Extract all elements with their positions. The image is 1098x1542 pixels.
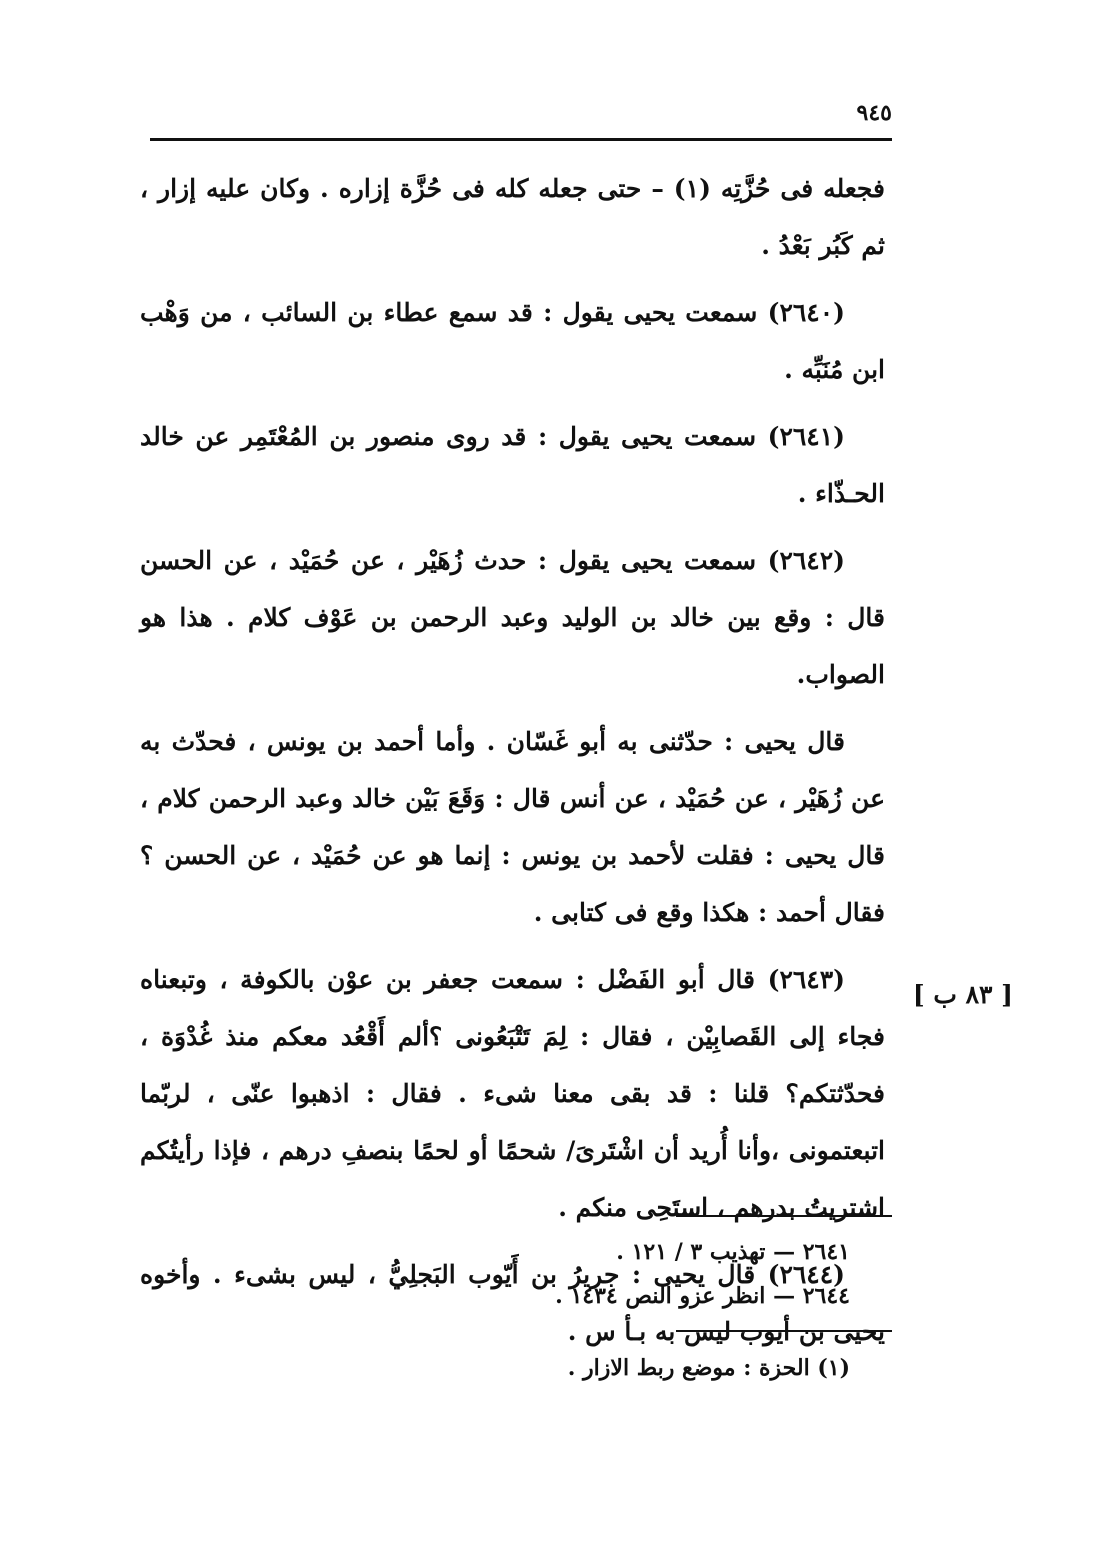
paragraph-continuation: فجعله فى حُزَّتِه (١) – حتى جعله كله فى حُزَّة إزاره . وكان عليه إزار ، ثم كَبُر بَعْدُ .	[140, 174, 885, 260]
header-rule	[150, 138, 892, 141]
paragraph-2640: (٢٦٤٠) سمعت يحيى يقول : قد سمع عطاء بن السائب ، من وَهْب ابن مُنَبِّه .	[140, 298, 885, 384]
references-rule	[676, 1215, 892, 1217]
references-block	[430, 1230, 850, 1318]
paragraph-2641: (٢٦٤١) سمعت يحيى يقول : قد روى منصور بن المُعْتَمِر عن خالد الحـذّاء .	[140, 422, 885, 508]
reference-line: ٢٦٤٤ — انظر عزو النص ١٤٣٤ .	[555, 1283, 850, 1309]
footnote-rule	[676, 1330, 892, 1332]
paragraph-2642-continued: قال يحيى : حدّثنى به أبو غَسّان . وأما أحمد بن يونس ، فحدّث به عن زُهَيْر ، عن حُمَيْد ، عن أنس قال : وَقَعَ بَيْن خالد وعبد الرحمن كلام ، قال يحيى : فقلت لأحمد بن يونس : إنما هو عن حُمَيْد ، عن الحسن ؟ فقال أحمد : هكذا وقع فى كتابى .	[140, 727, 885, 927]
paragraph-2644: (٢٦٤٤) قال يحيى : جريرُ بن أَيّوب البَجلِيُّ ، ليس بشىء . وأخوه يحيى بن أيوب ليس به بـأ س .	[140, 1260, 885, 1346]
paragraph-2643: (٢٦٤٣) قال أبو الفَضْل : سمعت جعفر بن عوْن بالكوفة ، وتبعناه فجاء إلى القَصابِيْن ، فقال : لِمَ تَتْبَعُونى ؟ألم أَقْعُد معكم منذ غُدْوَة ، فحدّثتكم؟ قلنا : قد بقى معنا شىء . فقال : اذهبوا عنّى ، لربّما اتبعتمونى ،وأنا أُريد أن اشْتَرىَ/ شحمًا أو لحمًا بنصفِ درهم ، فإذا رأيتُكم اشتريتُ بدرهم ، استَحِى منكم .	[140, 965, 885, 1222]
main-text	[140, 160, 885, 1370]
reference-line: ٢٦٤١ — تهذيب ٣ / ١٢١ .	[616, 1239, 850, 1265]
footnote: (١) الحزة : موضع ربط الازار .	[567, 1355, 850, 1381]
folio-margin-note: [ ٨٣ ب ]	[912, 980, 1013, 1009]
paragraph-2642: (٢٦٤٢) سمعت يحيى يقول : حدث زُهَيْر ، عن حُمَيْد ، عن الحسن قال : وقع بين خالد بن الوليد وعبد الرحمن بن عَوْف كلام . هذا هو الصواب.	[140, 546, 885, 689]
page-number: ٩٤٥	[856, 100, 892, 126]
